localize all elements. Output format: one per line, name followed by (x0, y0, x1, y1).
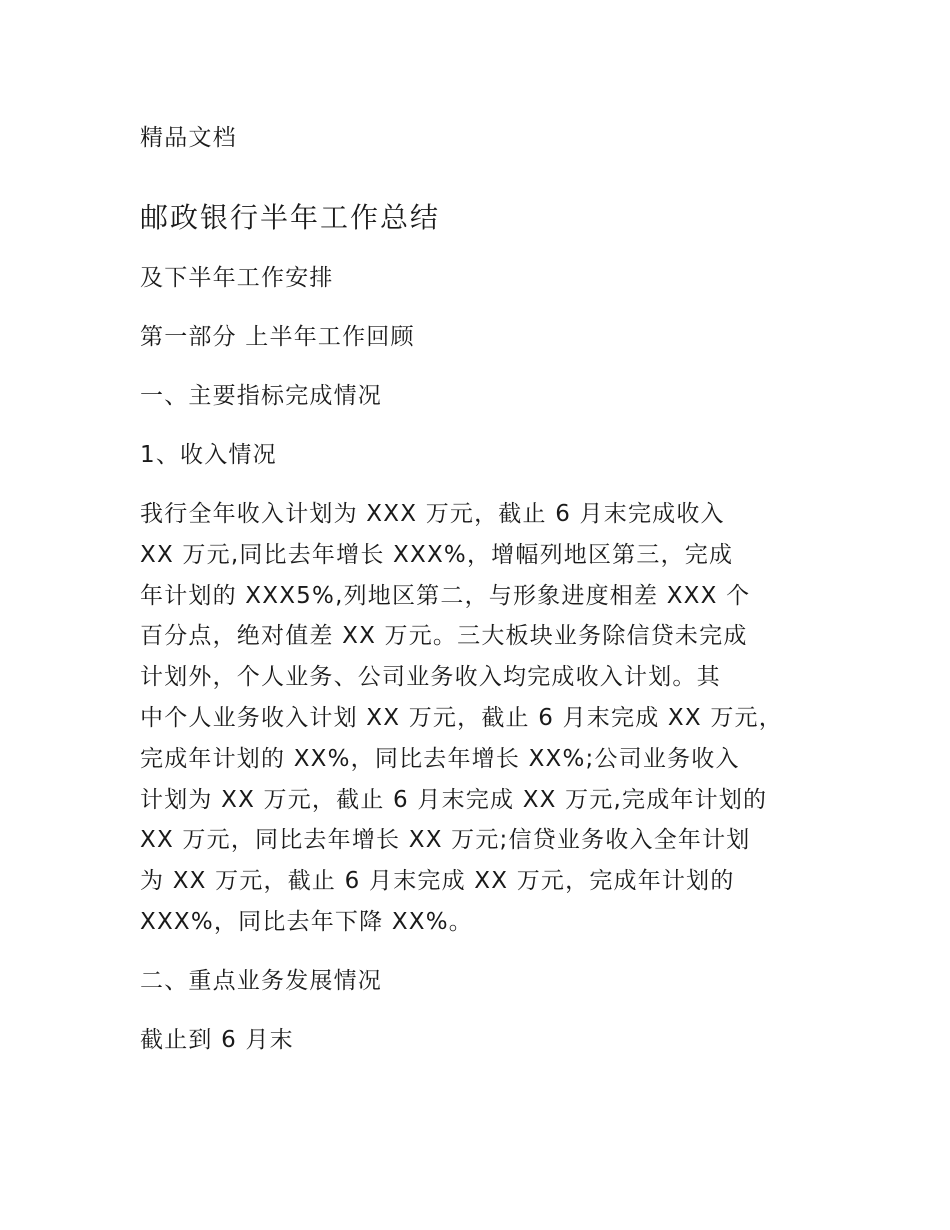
paragraph-line: 我行全年收入计划为 XXX 万元，截止 6 月末完成收入 (140, 501, 725, 527)
document-title: 邮政银行半年工作总结 (140, 201, 441, 234)
document-subtitle: 及下半年工作安排 (140, 265, 334, 291)
section-heading-2: 二、重点业务发展情况 (140, 968, 382, 994)
paragraph-line: XXX%，同比去年下降 XX%。 (140, 908, 474, 935)
paragraph-line: 为 XX 万元，截止 6 月末完成 XX 万元，完成年计划的 (140, 868, 735, 895)
paragraph-line: XX 万元，同比去年增长 XX 万元;信贷业务收入全年计划 (140, 827, 751, 854)
business-paragraph: 截止到 6 月末 (140, 1027, 294, 1053)
part-heading: 第一部分 上半年工作回顾 (140, 324, 415, 350)
paragraph-line: 百分点，绝对值差 XX 万元。三大板块业务除信贷未完成 (140, 623, 748, 650)
paragraph-line: 计划为 XX 万元，截止 6 月末完成 XX 万元,完成年计划的 (140, 786, 768, 813)
paragraph-line: 完成年计划的 XX%，同比去年增长 XX%;公司业务收入 (140, 745, 740, 772)
paragraph-line: 中个人业务收入计划 XX 万元，截止 6 月末完成 XX 万元， (140, 704, 783, 731)
paragraph-line: 年计划的 XXX5%,列地区第二，与形象进度相差 XXX 个 (140, 582, 751, 609)
paragraph-line: 计划外，个人业务、公司业务收入均完成收入计划。其 (140, 664, 721, 691)
subsection-heading-1: 1、收入情况 (140, 442, 277, 468)
income-paragraph (140, 500, 830, 949)
section-heading-1: 一、主要指标完成情况 (140, 383, 382, 409)
paragraph-line: XX 万元,同比去年增长 XXX%，增幅列地区第三，完成 (140, 541, 734, 568)
header-mark: 精品文档 (140, 125, 237, 151)
